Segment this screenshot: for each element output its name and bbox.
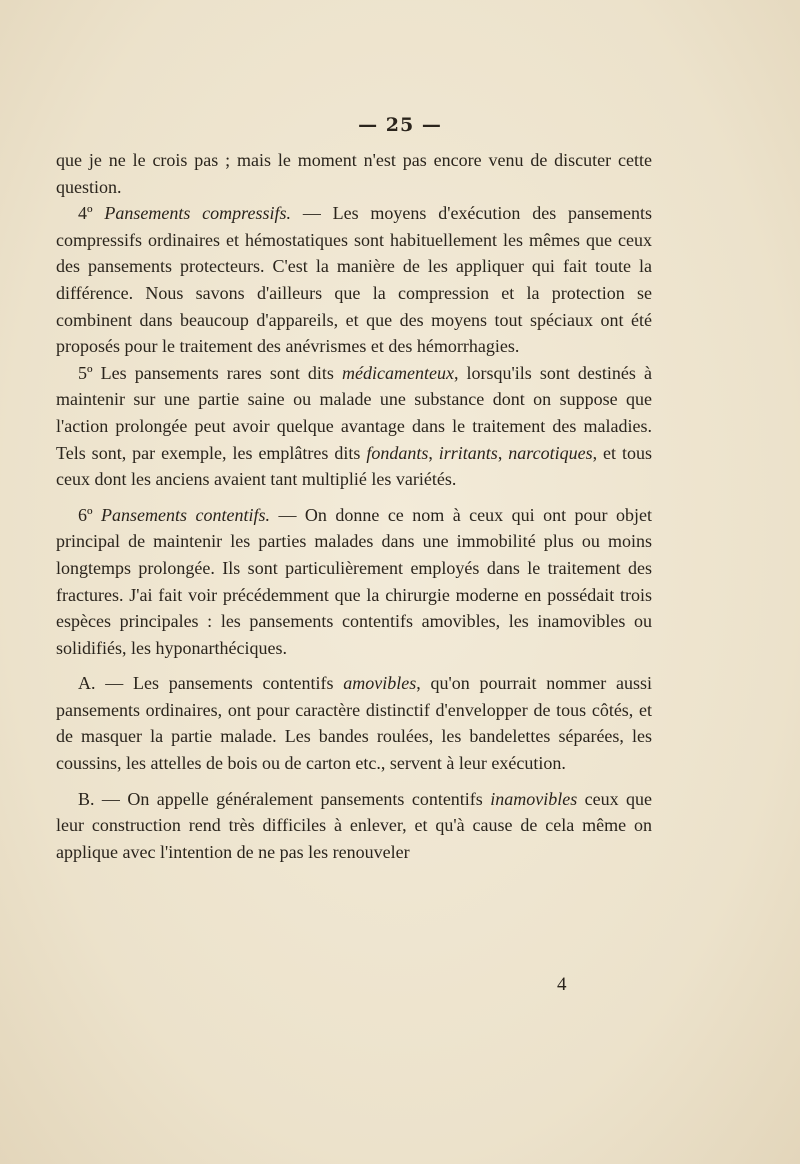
paragraph-medicamenteux: 5º Les pansements rares sont dits médicamenteux, lorsqu'ils sont destinés à maintenir sur une partie saine ou malade une substance dont on suppose que l'action prolongée peut avoir quelque avantage dans le traitement des maladies. Tels sont, par exemple, les emplâtres dits fondants, irritants, narcotiques, et tous ceux dont les anciens avaient tant multiplié les variétés.	[56, 362, 653, 490]
paragraph-contentifs: 6º Pansements contentifs. — On donne ce nom à ceux qui ont pour objet principal de maintenir les parties malades dans une immobilité plus ou moins longtemps prolongée. Ils sont particulièrement employés dans le traitement des fractures. J'ai fait voir précédemment que la chirurgie moderne en possédait trois espèces principales : les pansements contentifs amovibles, les inamovibles ou solidifiés, les hyponarthéciques.	[56, 504, 652, 658]
paragraph-amovibles: A. — Les pansements contentifs amovibles, qu'on pourrait nommer aussi pansements ordinaires, ont pour caractère distinctif d'envelopper de tous côtés, et de masquer la partie malade. Les bandes roulées, les bandelettes séparées, les coussins, les attelles de bois ou de carton etc., servent à leur exécution.	[56, 673, 652, 774]
paragraph-compressifs: 4º Pansements compressifs. — Les moyens d'exécution des pansements compressifs ordinaires et hémostatiques sont habituellement les mêmes que ceux des pansements protecteurs. C'est la manière de les appliquer qui fait toute la différence. Nous savons d'ailleurs que la compression et la protection se combinent dans beaucoup d'appareils, et que des moyens tout spéciaux ont été proposés pour le traitement des anévrismes et des hémorrhagies.	[56, 203, 652, 357]
heading-compressifs: Pansements compressifs.	[104, 203, 292, 224]
heading-contentifs: Pansements contentifs.	[101, 504, 270, 525]
page-body	[56, 147, 652, 865]
term-amovibles: amovibles	[343, 673, 417, 694]
signature-mark: 4	[557, 974, 567, 995]
paragraph-inamovibles: B. — On appelle généralement pansements contentifs inamovibles ceux que leur construction rend très difficiles à enlever, et qu'à cause de cela même on applique avec l'intention de ne pas les renouveler	[56, 788, 652, 862]
term-medicamenteux: médicamenteux	[341, 362, 454, 383]
term-inamovibles: inamovibles	[490, 788, 578, 809]
page-number: — 25 —	[358, 114, 442, 136]
paragraph-continuation: que je ne le crois pas ; mais le moment n'est pas encore venu de discuter cette question.	[56, 150, 652, 197]
